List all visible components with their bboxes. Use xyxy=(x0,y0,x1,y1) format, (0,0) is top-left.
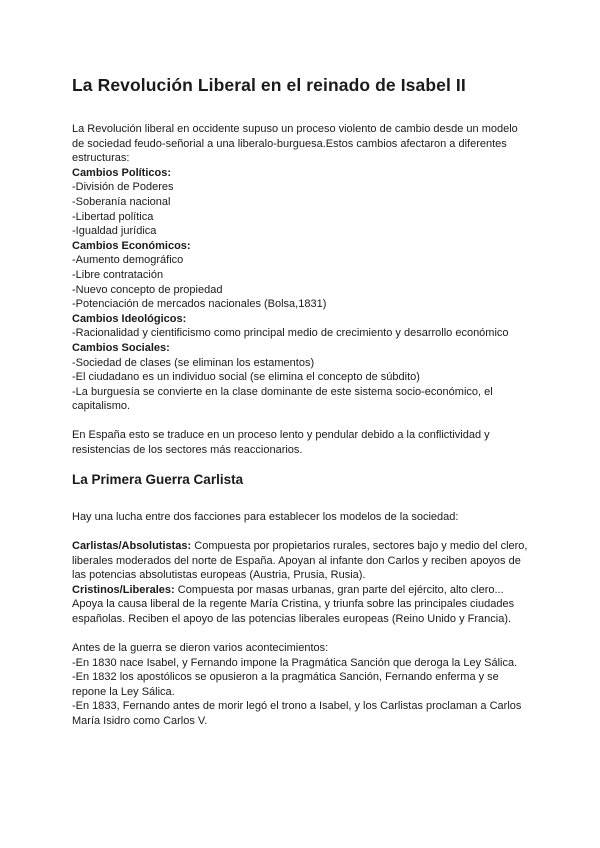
economicos-heading: Cambios Económicos: xyxy=(72,239,191,252)
list-item: -Sociedad de clases (se eliminan los estamentos) xyxy=(72,356,315,369)
lead-block xyxy=(72,510,532,525)
carlistas-paragraph xyxy=(72,539,532,583)
list-item: -En 1833, Fernando antes de morir legó el trono a Isabel, y los Carlistas proclaman a Carlos María Isidro como Carlos V. xyxy=(72,700,522,727)
politicos-heading: Cambios Políticos: xyxy=(72,166,172,179)
lead-paragraph: Hay una lucha entre dos facciones para establecer los modelos de la sociedad: xyxy=(72,511,459,523)
list-item: -Soberanía nacional xyxy=(72,195,171,208)
intro-block xyxy=(72,122,532,414)
list-item: -En 1830 nace Isabel, y Fernando impone la Pragmática Sanción que deroga la Ley Sálica. xyxy=(72,656,518,669)
list-item: -Nuevo concepto de propiedad xyxy=(72,283,223,296)
list-item: -Potenciación de mercados nacionales (Bolsa,1831) xyxy=(72,298,327,311)
page-title: La Revolución Liberal en el reinado de Isabel II xyxy=(72,75,466,95)
ideologicos-heading: Cambios Ideológicos: xyxy=(72,312,187,325)
events-block xyxy=(72,641,532,729)
spain-block xyxy=(72,428,532,457)
carlistas-label: Carlistas/Absolutistas: xyxy=(72,540,192,552)
list-item: -El ciudadano es un individuo social (se elimina el concepto de súbdito) xyxy=(72,371,420,384)
antes-paragraph: Antes de la guerra se dieron varios acontecimientos: xyxy=(72,642,329,654)
list-item: -Libertad política xyxy=(72,210,154,223)
spain-paragraph: En España esto se traduce en un proceso lento y pendular debido a la conflictividad y resistencias de los sectores más reaccionarios. xyxy=(72,429,490,456)
list-item: -Aumento demográfico xyxy=(72,254,184,267)
list-item: -Igualdad jurídica xyxy=(72,225,157,238)
list-item: -La burguesía se convierte en la clase dominante de este sistema socio-económico, el capitalismo. xyxy=(72,385,493,413)
list-item: -En 1832 los apostólicos se opusieron a la pragmática Sanción, Fernando enferma y se repone la Ley Sálica. xyxy=(72,671,499,698)
list-item: -Racionalidad y cientificismo como principal medio de crecimiento y desarrollo económico xyxy=(72,327,509,340)
section-title: La Primera Guerra Carlista xyxy=(72,472,244,487)
carlistas-text: Compuesta por propietarios rurales, sectores bajo y medio del clero, liberales moderados del norte de España. Apoyan al infante don Carlos y reciben apoyos de las potencias absolutistas europeas (Austria, Prusia, Rusia). xyxy=(72,540,528,582)
cristinos-paragraph xyxy=(72,583,532,627)
cristinos-label: Cristinos/Liberales: xyxy=(72,583,175,596)
factions-block xyxy=(72,539,532,627)
sociales-heading: Cambios Sociales: xyxy=(72,341,170,354)
list-item: -Libre contratación xyxy=(72,268,164,281)
intro-paragraph: La Revolución liberal en occidente supuso un proceso violento de cambio desde un modelo de sociedad feudo-señorial a una liberalo-burguesa.Estos cambios afectaron a diferentes estructuras: xyxy=(72,123,518,165)
cristinos-text: Compuesta por masas urbanas, gran parte del ejército, alto clero... Apoya la causa liberal de la regente María Cristina, y triunfa sobre las principales ciudades españolas. Reciben el apoyo de las potencias liberales europeas (Reino Unido y Francia). xyxy=(72,583,515,625)
list-item: -División de Poderes xyxy=(72,181,174,194)
